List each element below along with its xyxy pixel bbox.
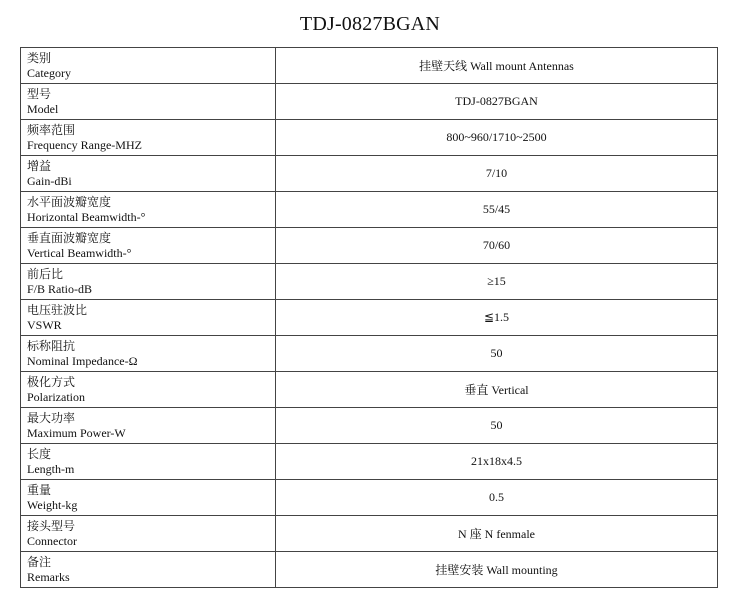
document-title: TDJ-0827BGAN — [299, 13, 441, 35]
label-chinese: 最大功率 — [27, 410, 76, 425]
label-chinese: 接头型号 — [27, 518, 76, 533]
table-row — [21, 480, 718, 516]
label-chinese: 长度 — [27, 446, 52, 461]
row-label-cell — [21, 480, 276, 516]
table-row — [21, 84, 718, 120]
label-english: Category — [27, 65, 71, 80]
row-label-cell — [21, 84, 276, 120]
table-row — [21, 120, 718, 156]
table-row — [21, 336, 718, 372]
label-english: VSWR — [27, 317, 62, 332]
label-english: Vertical Beamwidth-° — [27, 245, 132, 260]
row-value-cell: ≦1.5 — [276, 300, 718, 336]
table-row — [21, 444, 718, 480]
label-chinese: 类别 — [27, 50, 52, 65]
label-english: Frequency Range-MHZ — [27, 137, 142, 152]
label-english: Horizontal Beamwidth-° — [27, 209, 146, 224]
row-value-cell: N 座 N fenmale — [276, 516, 718, 552]
row-value-cell: 0.5 — [276, 480, 718, 516]
row-value-cell: 55/45 — [276, 192, 718, 228]
row-value-cell: 50 — [276, 336, 718, 372]
table-row — [21, 156, 718, 192]
label-english: F/B Ratio-dB — [27, 281, 93, 296]
table-row — [21, 48, 718, 84]
spec-table-body — [21, 48, 718, 588]
label-chinese: 备注 — [27, 554, 52, 569]
label-chinese: 前后比 — [27, 266, 64, 281]
label-english: Connector — [27, 533, 77, 548]
row-label-cell — [21, 516, 276, 552]
table-row — [21, 300, 718, 336]
spec-table — [20, 47, 718, 588]
label-english: Nominal Impedance-Ω — [27, 353, 138, 368]
row-label-cell — [21, 264, 276, 300]
row-value-cell: 挂壁天线 Wall mount Antennas — [276, 48, 718, 84]
row-label-cell — [21, 372, 276, 408]
row-value-cell: 800~960/1710~2500 — [276, 120, 718, 156]
label-chinese: 标称阻抗 — [27, 338, 76, 353]
row-label-cell — [21, 444, 276, 480]
label-english: Weight-kg — [27, 497, 78, 512]
label-chinese: 频率范围 — [27, 122, 76, 137]
label-chinese: 水平面波瓣宽度 — [27, 194, 112, 209]
row-label-cell — [21, 336, 276, 372]
label-english: Maximum Power-W — [27, 425, 126, 440]
label-chinese: 型号 — [27, 86, 52, 101]
table-row — [21, 408, 718, 444]
row-value-cell: ≥15 — [276, 264, 718, 300]
row-label-cell — [21, 192, 276, 228]
row-value-cell: 7/10 — [276, 156, 718, 192]
label-english: Length-m — [27, 461, 75, 476]
label-chinese: 垂直面波瓣宽度 — [27, 230, 112, 245]
label-english: Polarization — [27, 389, 85, 404]
row-value-cell: 垂直 Vertical — [276, 372, 718, 408]
row-label-cell — [21, 408, 276, 444]
row-label-cell — [21, 300, 276, 336]
label-chinese: 增益 — [27, 158, 52, 173]
table-row — [21, 372, 718, 408]
row-label-cell — [21, 156, 276, 192]
row-label-cell — [21, 228, 276, 264]
row-value-cell: 挂壁安装 Wall mounting — [276, 552, 718, 588]
row-label-cell — [21, 120, 276, 156]
label-chinese: 重量 — [27, 482, 52, 497]
row-label-cell — [21, 552, 276, 588]
label-english: Remarks — [27, 569, 70, 584]
table-row — [21, 516, 718, 552]
table-row — [21, 228, 718, 264]
table-row — [21, 552, 718, 588]
label-chinese: 极化方式 — [27, 374, 76, 389]
table-row — [21, 264, 718, 300]
label-chinese: 电压驻波比 — [27, 302, 88, 317]
label-english: Model — [27, 101, 59, 116]
row-label-cell — [21, 48, 276, 84]
table-row — [21, 192, 718, 228]
label-english: Gain-dBi — [27, 173, 72, 188]
row-value-cell: 21x18x4.5 — [276, 444, 718, 480]
row-value-cell: 50 — [276, 408, 718, 444]
row-value-cell: 70/60 — [276, 228, 718, 264]
row-value-cell: TDJ-0827BGAN — [276, 84, 718, 120]
